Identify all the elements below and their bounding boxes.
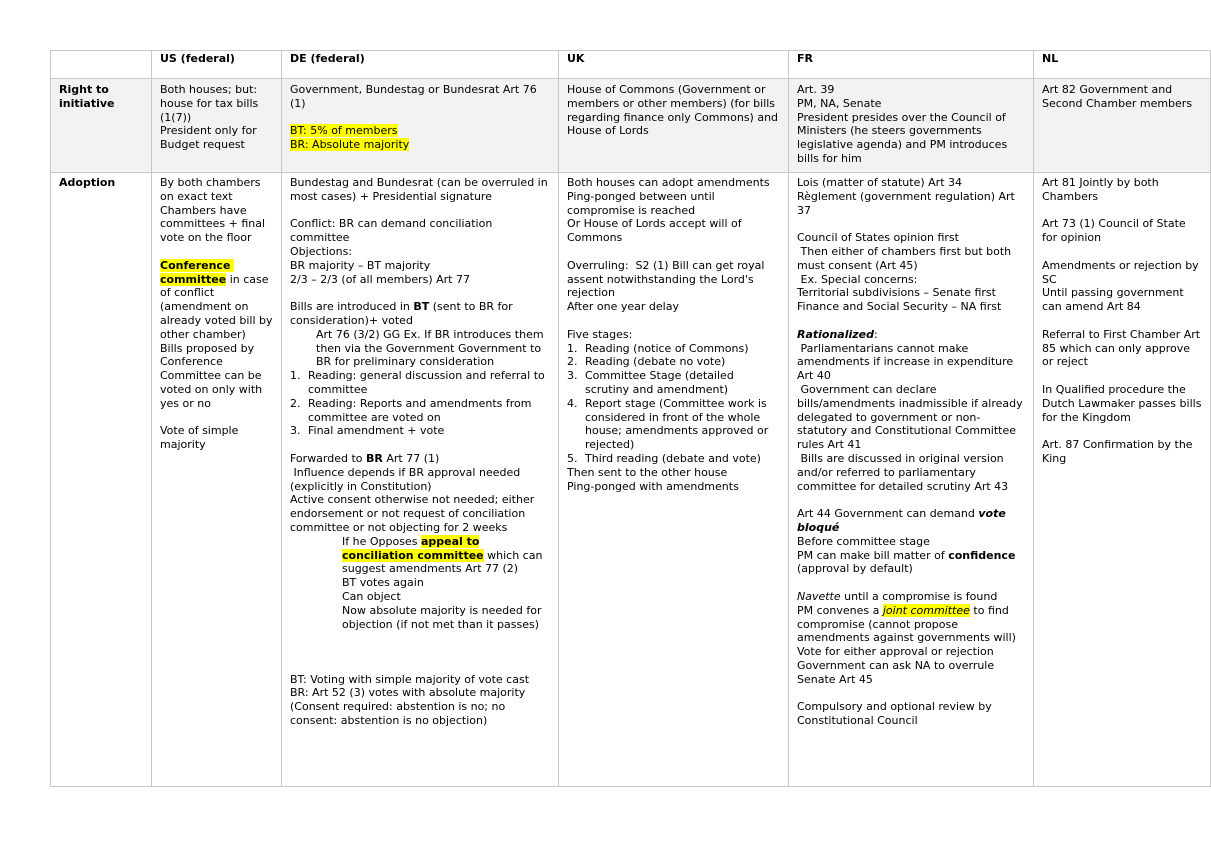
text-line: 2/3 – 2/3 (of all members) Art 77 xyxy=(290,272,470,286)
text-line: Overruling: S2 (1) Bill can get royal assent notwithstanding the Lord's rejection xyxy=(567,258,768,300)
text-line: BT votes again xyxy=(342,576,424,590)
text-line: Art. 39 xyxy=(797,83,835,96)
text-line: Then either of chambers first but both must consent (Art 45) xyxy=(797,244,1015,272)
text-line: Ping-ponged with amendments xyxy=(567,479,739,493)
header-row xyxy=(51,51,1211,79)
list-item: 3. Committee Stage (detailed scrutiny and amendment) xyxy=(567,369,734,396)
text-line: House of Commons (Government or members or other members) (for bills regarding finance only Commons) and House of Lords xyxy=(567,83,782,138)
cell-adoption-uk xyxy=(559,173,789,787)
row-header-adoption: Adoption xyxy=(51,173,152,787)
text-line: Vote of simple majority xyxy=(160,424,242,452)
text-line: Ping-ponged between until compromise is reached xyxy=(567,189,719,217)
cell-initiative-us xyxy=(152,79,282,173)
text-line: Can object xyxy=(342,589,401,603)
text-line: Lois (matter of statute) Art 34 xyxy=(797,176,962,189)
text-line: Government can declare bills/amendments inadmissible if already delegated to government or non-statutory and Constitutional Committee rules Art 41 xyxy=(797,382,1027,452)
text-line: Conflict: BR can demand conciliation committee xyxy=(290,217,496,245)
text-line: Then sent to the other house xyxy=(567,465,728,479)
text-line: Until passing government can amend Art 84 xyxy=(1042,286,1188,314)
text-line: Ex. Special concerns: xyxy=(797,272,918,286)
col-header-de: DE (federal) xyxy=(282,51,559,79)
row-header-initiative: Right to initiative xyxy=(51,79,152,173)
text-line: Art 73 (1) Council of State for opinion xyxy=(1042,217,1190,245)
text-line: Or House of Lords accept will of Commons xyxy=(567,217,746,245)
text-line: Vote for either approval or rejection xyxy=(797,645,994,659)
adoption-row xyxy=(51,173,1211,787)
cell-adoption-nl xyxy=(1034,173,1211,787)
list-item: 2. Reading (debate no vote) xyxy=(567,355,726,369)
text-line: In Qualified procedure the Dutch Lawmaker passes bills for the Kingdom xyxy=(1042,382,1205,424)
text-line: Active consent otherwise not needed; either endorsement or not request of conciliation committee or not objecting for 2 weeks xyxy=(290,493,538,534)
comparison-table xyxy=(50,50,1211,787)
cell-adoption-fr: Lois (matter of statute) Art 34 Règlement (government regulation) Art 37 Council of States opinion first Then either of chambers first but both must consent (Art 45) Ex. Special concerns: Territorial subdivisions – Senate first Finance and Social Security – NA first Rationalized: Parliamentarians cannot make amendments if increase in expenditure Art 40 Government can declare bills/amendments inadmissible if already delegated to government or non-statutory and Constitutional Committee rules Art 41 Bills are discussed in original version and/or referred to parliamentary committee for detailed scrutiny Art 43 Art 44 Government can demand vote bloqué Before committee stage PM can make bill matter of confidence (approval by default) Navette until a compromise is found PM convenes a joint committee to find compromise (cannot propose amendments against governments will) Vote for either approval or rejection Government can ask NA to overrule Senate Art 45 Compulsory and optional review by Constitutional Council xyxy=(789,173,1034,787)
text-line: Government, Bundestag or Bundesrat Art 76 (1) xyxy=(290,83,541,110)
list-item: 5. Third reading (debate and vote) xyxy=(567,451,761,465)
text-line: BR majority – BT majority xyxy=(290,258,431,272)
text-line: Bundestag and Bundesrat (can be overruled in most cases) + Presidential signature xyxy=(290,176,552,203)
cell-adoption-de: Bundestag and Bundesrat (can be overruled in most cases) + Presidential signature Conflict: BR can demand conciliation committee Objections: BR majority – BT majority 2/3 – 2/3 (of all members) Art 77 Bills are introduced in BT (sent to BR for consideration)+ voted Art 76 (3/2) GG Ex. If BR introduces them then via the Government Government to BR for preliminary consideration 1. Reading: general discussion and referral to committee 2. Reading: Reports and amendments from committee are voted on 3. Final amendment + vote Forwarded to BR Art 77 (1) Influence depends if BR approval needed (explicitly in Constitution) Active consent otherwise not needed; either endorsement or not request of conciliation committee or not objecting for 2 weeks If he Opposes appeal to conciliation committee which can suggest amendments Art 77 (2) BT votes again Can object Now absolute majority is needed for objection (if not met than it passes) BT: Voting with simple majority of vote cast BR: Art 52 (3) votes with absolute majority (Consent required: abstention is no; no consent: abstention is no objection) xyxy=(282,173,559,787)
text-line: PM, NA, Senate xyxy=(797,96,882,110)
text-line: Territorial subdivisions – Senate first xyxy=(797,286,996,300)
text-line: house for tax bills (1(7)) xyxy=(160,96,262,124)
text-line: BR: Art 52 (3) votes with absolute majority (Consent required: abstention is no; no consent: abstention is no objection) xyxy=(290,686,529,728)
text-line: Five stages: xyxy=(567,327,633,341)
list-item: 4. Report stage (Committee work is considered in front of the whole house; amendments approved or rejected) xyxy=(567,396,769,452)
text-line: Parliamentarians cannot make amendments if increase in expenditure Art 40 xyxy=(797,341,1017,383)
list-item: 1. Reading: general discussion and referral to committee xyxy=(290,369,545,396)
cell-initiative-fr xyxy=(789,79,1034,173)
text-line: Art 76 (3/2) GG Ex. If BR introduces them then via the Government Government to BR for preliminary consideration xyxy=(316,327,548,369)
text-line: Both houses can adopt amendments xyxy=(567,176,770,189)
text-line: Both houses; but: xyxy=(160,83,258,96)
text-line: Amendments or rejection by SC xyxy=(1042,258,1203,286)
text-line: Objections: xyxy=(290,244,353,258)
highlight-joint-committee: joint committee xyxy=(882,603,970,617)
text-line: Government can ask NA to overrule Senate Art 45 xyxy=(797,658,998,686)
text-line: Compulsory and optional review by Constitutional Council xyxy=(797,700,996,728)
text-line: Now absolute majority is needed for objection (if not met than it passes) xyxy=(342,603,546,631)
text-line: President only for Budget request xyxy=(160,124,261,152)
text-line: Before committee stage xyxy=(797,534,930,548)
text-line: Council of States opinion first xyxy=(797,231,959,245)
text-line: President presides over the Council of Ministers (he steers governments legislative agenda) and PM introduces bills for him xyxy=(797,110,1011,165)
list-item: 1. Reading (notice of Commons) xyxy=(567,341,749,355)
list-item: 2. Reading: Reports and amendments from committee are voted on xyxy=(290,396,532,424)
text-line: By both chambers on exact text xyxy=(160,176,265,203)
text-line: After one year delay xyxy=(567,300,679,314)
cell-initiative-de xyxy=(282,79,559,173)
text-line: Règlement (government regulation) Art 37 xyxy=(797,189,1019,217)
text-line: Art. 87 Confirmation by the King xyxy=(1042,438,1197,465)
text-line: Bills proposed by Conference Committee can be voted on only with yes or no xyxy=(160,341,266,410)
corner-cell xyxy=(51,51,152,79)
text-line: Chambers have committees + final vote on the floor xyxy=(160,203,269,245)
text-line: Referral to First Chamber Art 85 which can only approve or reject xyxy=(1042,327,1204,369)
text-line: Bills are discussed in original version and/or referred to parliamentary committee for detailed scrutiny Art 43 xyxy=(797,451,1009,493)
highlight-conciliation-committee: conciliation committee xyxy=(342,548,484,562)
text-line: BT: Voting with simple majority of vote cast xyxy=(290,672,530,686)
text-line: Finance and Social Security – NA first xyxy=(797,300,1002,314)
text-line: Art 82 Government and Second Chamber members xyxy=(1042,83,1193,110)
highlight-br-majority: BR: Absolute majority xyxy=(290,138,410,152)
highlight-bt-members: BT: 5% of members xyxy=(290,124,398,138)
col-header-nl: NL xyxy=(1034,51,1211,79)
col-header-fr: FR xyxy=(789,51,1034,79)
list-item: 3. Final amendment + vote xyxy=(290,424,445,438)
col-header-uk: UK xyxy=(559,51,789,79)
cell-adoption-us: By both chambers on exact text Chambers have committees + final vote on the floor Conference committee in case of conflict (amendment on already voted bill by other chamber) Bills proposed by Conference Committee can be voted on only with yes or no Vote of simple majority xyxy=(152,173,282,787)
highlight-appeal: appeal to xyxy=(420,534,480,548)
text-line: Influence depends if BR approval needed (explicitly in Constitution) xyxy=(290,465,524,493)
highlight-conference-committee: Conference committee xyxy=(160,258,235,286)
col-header-us: US (federal) xyxy=(152,51,282,79)
text-line: Art 81 Jointly by both Chambers xyxy=(1042,176,1163,203)
rationalized-heading: Rationalized xyxy=(797,327,875,341)
cell-initiative-nl xyxy=(1034,79,1211,173)
cell-initiative-uk xyxy=(559,79,789,173)
initiative-row xyxy=(51,79,1211,173)
